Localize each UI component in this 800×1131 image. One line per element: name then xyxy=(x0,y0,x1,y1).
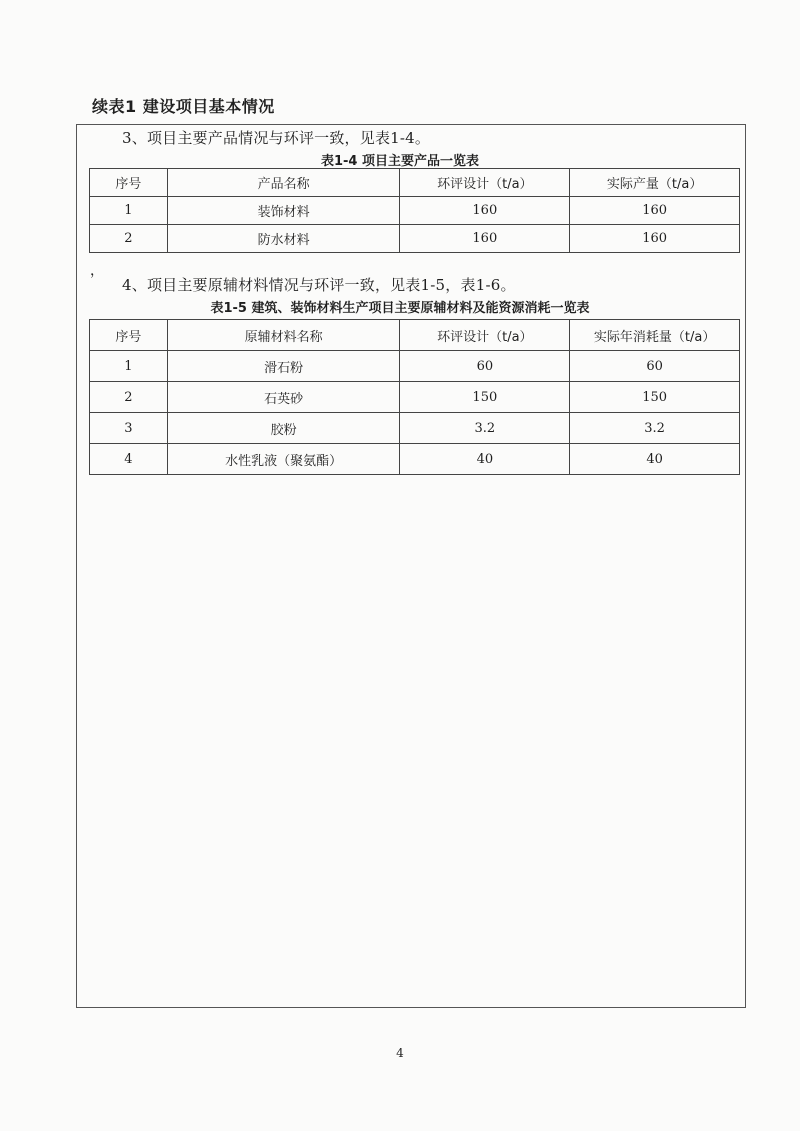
table-row xyxy=(90,382,740,413)
table-cell: 160 xyxy=(400,225,570,253)
table-cell: 滑石粉 xyxy=(167,351,400,382)
table-row xyxy=(90,197,740,225)
table-row xyxy=(90,413,740,444)
table-cell: 160 xyxy=(400,197,570,225)
table-cell: 4 xyxy=(90,444,168,475)
table-header-row xyxy=(90,169,740,197)
table-row xyxy=(90,225,740,253)
column-header: 实际产量（t/a） xyxy=(570,169,740,197)
table-cell: 2 xyxy=(90,225,168,253)
table-row xyxy=(90,444,740,475)
column-header: 产品名称 xyxy=(167,169,400,197)
column-header: 原辅材料名称 xyxy=(167,320,400,351)
table-cell: 装饰材料 xyxy=(167,197,400,225)
table-cell: 40 xyxy=(570,444,740,475)
table-cell: 石英砂 xyxy=(167,382,400,413)
table-1-4-caption: 表1-4 项目主要产品一览表 xyxy=(320,154,479,169)
table-cell: 150 xyxy=(400,382,570,413)
table-cell: 3.2 xyxy=(570,413,740,444)
table-cell: 1 xyxy=(90,351,168,382)
table-row xyxy=(90,351,740,382)
stray-mark: ， xyxy=(90,263,104,279)
table-cell: 160 xyxy=(570,197,740,225)
content-frame xyxy=(76,124,746,1008)
table-cell: 60 xyxy=(400,351,570,382)
table-1-5 xyxy=(89,319,740,475)
table-cell: 3.2 xyxy=(400,413,570,444)
column-header: 环评设计（t/a） xyxy=(400,320,570,351)
column-header: 序号 xyxy=(90,169,168,197)
table-cell: 60 xyxy=(570,351,740,382)
table-header-row xyxy=(90,320,740,351)
column-header: 序号 xyxy=(90,320,168,351)
table-1-4 xyxy=(89,168,740,253)
table-cell: 胶粉 xyxy=(167,413,400,444)
section3-text: 3、项目主要产品情况与环评一致，见表1-4。 xyxy=(122,129,431,147)
column-header: 实际年消耗量（t/a） xyxy=(570,320,740,351)
table-cell: 40 xyxy=(400,444,570,475)
table-cell: 水性乳液（聚氨酯） xyxy=(167,444,400,475)
table-cell: 150 xyxy=(570,382,740,413)
section4-text: 4、项目主要原辅材料情况与环评一致，见表1-5，表1-6。 xyxy=(122,276,516,294)
table-cell: 1 xyxy=(90,197,168,225)
page-header-title: 续表1 建设项目基本情况 xyxy=(92,97,275,116)
page-number: 4 xyxy=(396,1046,404,1060)
table-cell: 防水材料 xyxy=(167,225,400,253)
table-1-5-caption: 表1-5 建筑、装饰材料生产项目主要原辅材料及能资源消耗一览表 xyxy=(210,301,590,316)
table-cell: 160 xyxy=(570,225,740,253)
table-cell: 3 xyxy=(90,413,168,444)
column-header: 环评设计（t/a） xyxy=(400,169,570,197)
table-cell: 2 xyxy=(90,382,168,413)
